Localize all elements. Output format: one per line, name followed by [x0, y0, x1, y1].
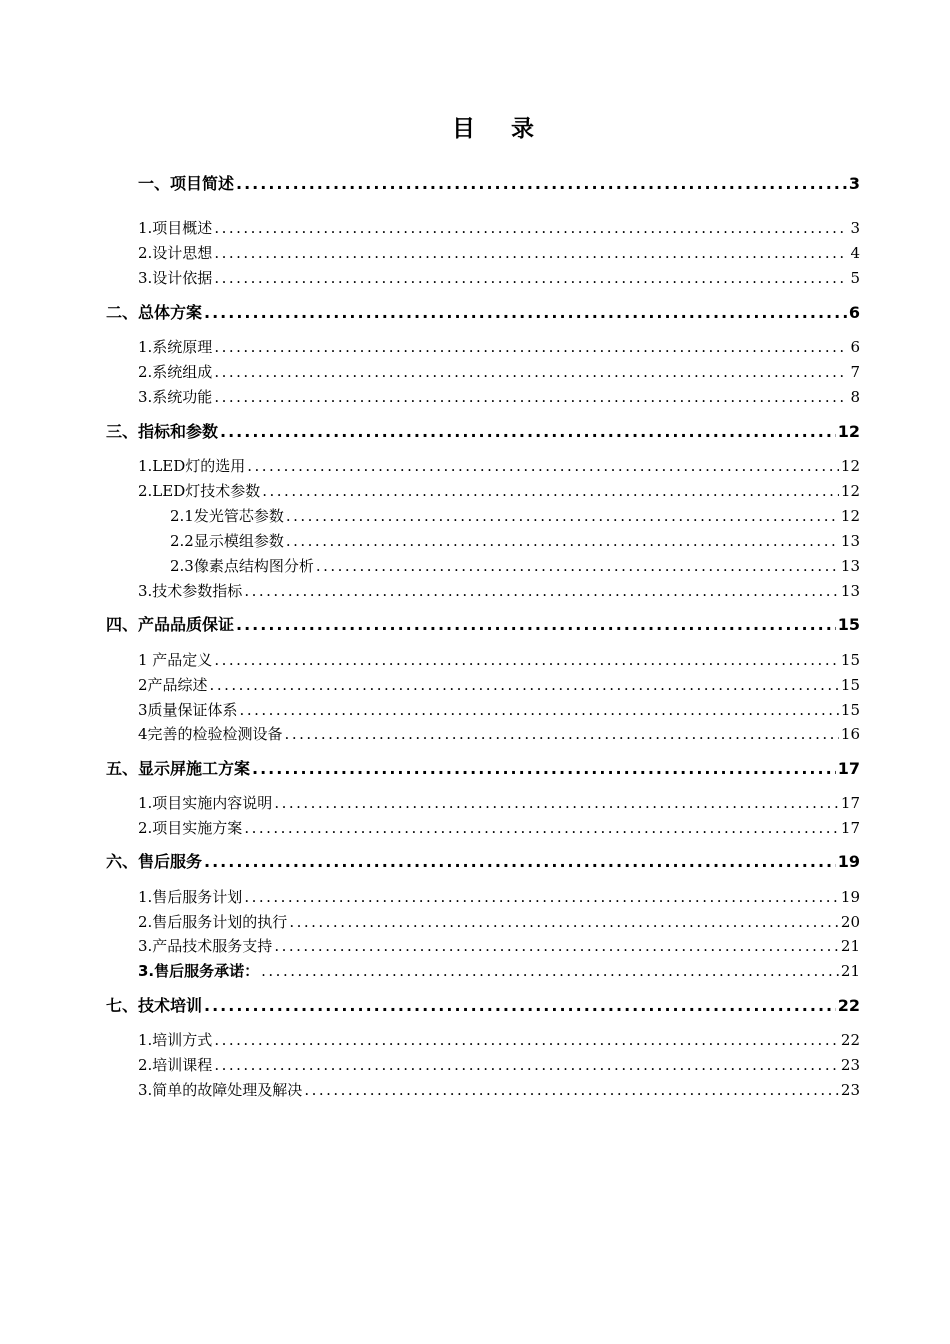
toc-entry[interactable]: [138, 817, 860, 839]
toc-page-number: 19: [840, 888, 860, 906]
toc-entry-section-1[interactable]: [138, 173, 860, 195]
toc-entry[interactable]: [138, 386, 860, 408]
toc-dot-leader: [244, 580, 839, 602]
toc-entry[interactable]: [138, 699, 860, 721]
toc-entry[interactable]: [138, 649, 860, 671]
toc-dot-leader: [236, 614, 836, 636]
toc-dot-leader: [214, 361, 848, 383]
toc-entry-label: 七、技术培训: [106, 996, 203, 1015]
toc-page-number: 13: [840, 557, 860, 575]
toc-page-number: 23: [840, 1081, 860, 1099]
toc-dot-leader: [244, 886, 839, 908]
toc-dot-leader: [214, 217, 848, 239]
toc-page-number: 20: [840, 913, 860, 931]
toc-entry[interactable]: [138, 580, 860, 602]
toc-page-number: 21: [840, 937, 860, 955]
toc-dot-leader: [214, 267, 848, 289]
toc-dot-leader: [204, 851, 836, 873]
toc-entry-label: 3质量保证体系: [138, 701, 238, 719]
toc-dot-leader: [252, 758, 836, 780]
toc-entry[interactable]: [138, 911, 860, 933]
toc-entry-label: 2.3像素点结构图分析: [170, 557, 314, 575]
toc-dot-leader: [220, 421, 836, 443]
toc-entry-label: 2.设计思想: [138, 244, 213, 262]
toc-entry-label: 1 产品定义: [138, 651, 213, 669]
toc-dot-leader: [240, 699, 839, 721]
toc-page-number: 7: [850, 363, 860, 381]
toc-page-number: 6: [850, 338, 860, 356]
toc-entry-label: 1.培训方式: [138, 1031, 213, 1049]
toc-dot-leader: [289, 911, 839, 933]
toc-dot-leader: [214, 242, 848, 264]
toc-entry[interactable]: [138, 336, 860, 358]
toc-page-number: 8: [850, 388, 860, 406]
toc-page-number: 15: [840, 676, 860, 694]
toc-entry[interactable]: [138, 674, 860, 696]
toc-page-number: 6: [848, 303, 860, 322]
toc-entry-label: 3.设计依据: [138, 269, 213, 287]
toc-dot-leader: [304, 1079, 839, 1101]
toc-entry[interactable]: [170, 555, 860, 577]
toc-page-number: 21: [840, 962, 860, 980]
toc-entry[interactable]: [138, 267, 860, 289]
toc-page-number: 13: [840, 532, 860, 550]
toc-entry[interactable]: [170, 505, 860, 527]
toc-dot-leader: [236, 173, 847, 195]
toc-page-number: 5: [850, 269, 860, 287]
toc-page-number: 3: [850, 219, 860, 237]
toc-page-number: 15: [840, 651, 860, 669]
toc-title: 目 录: [451, 116, 548, 142]
toc-entry-section-5[interactable]: [106, 758, 860, 780]
toc-entry-label: 4完善的检验检测设备: [138, 725, 283, 743]
toc-entry[interactable]: [138, 935, 860, 957]
toc-entry-label: 2.系统组成: [138, 363, 213, 381]
toc-entry[interactable]: [138, 217, 860, 239]
toc-entry-label: 2.2显示模组参数: [170, 532, 284, 550]
toc-entry-label: 1.项目实施内容说明: [138, 794, 273, 812]
toc-dot-leader: [210, 674, 839, 696]
toc-entry-section-2[interactable]: [106, 302, 860, 324]
toc-dot-leader: [316, 555, 839, 577]
toc-dot-leader: [214, 1029, 839, 1051]
toc-entry[interactable]: [138, 886, 860, 908]
toc-entry[interactable]: [138, 1029, 860, 1051]
toc-page-number: 23: [840, 1056, 860, 1074]
toc-dot-leader: [285, 723, 839, 745]
toc-entry-bold[interactable]: [138, 960, 860, 982]
toc-page-number: 17: [840, 819, 860, 837]
toc-entry[interactable]: [170, 530, 860, 552]
toc-entry-label: 四、产品品质保证: [106, 615, 235, 634]
toc-entry[interactable]: [138, 1054, 860, 1076]
toc-entry-label: 五、显示屏施工方案: [106, 759, 251, 778]
toc-entry-label: 1.售后服务计划: [138, 888, 243, 906]
toc-entry-label: 1.LED灯的选用: [138, 457, 246, 475]
toc-entry-label: 3.技术参数指标: [138, 582, 243, 600]
toc-page-number: 12: [840, 507, 860, 525]
toc-entry-section-4[interactable]: [106, 614, 860, 636]
toc-page-number: 12: [837, 422, 860, 441]
toc-page-number: 3: [848, 174, 860, 193]
toc-entry-section-7[interactable]: [106, 995, 860, 1017]
toc-page-number: 12: [840, 457, 860, 475]
toc-dot-leader: [261, 960, 839, 982]
toc-dot-leader: [244, 817, 839, 839]
toc-dot-leader: [214, 386, 848, 408]
toc-entry-section-3[interactable]: [106, 421, 860, 443]
toc-page-number: 15: [837, 615, 860, 634]
toc-entry-label: 2.项目实施方案: [138, 819, 243, 837]
toc-page-number: 22: [837, 996, 860, 1015]
toc-entry-label: 一、项目简述: [138, 174, 235, 193]
toc-entry[interactable]: [138, 361, 860, 383]
toc-entry-label: 2.LED灯技术参数: [138, 482, 261, 500]
toc-dot-leader: [214, 336, 848, 358]
toc-entry-label: 1.系统原理: [138, 338, 213, 356]
toc-page-number: 4: [850, 244, 860, 262]
toc-entry-label: 2.售后服务计划的执行: [138, 913, 288, 931]
toc-dot-leader: [204, 995, 836, 1017]
toc-dot-leader: [286, 505, 839, 527]
toc-dot-leader: [204, 302, 847, 324]
toc-page-number: 16: [840, 725, 860, 743]
toc-page-number: 15: [840, 701, 860, 719]
toc-entry-label: 3.产品技术服务支持: [138, 937, 273, 955]
toc-entry[interactable]: [138, 480, 860, 502]
toc-dot-leader: [274, 792, 839, 814]
toc-entry-label: 2.1发光管芯参数: [170, 507, 284, 525]
toc-entry-label: 六、售后服务: [106, 852, 203, 871]
toc-page-number: 19: [837, 852, 860, 871]
toc-entry-section-6[interactable]: [106, 851, 860, 873]
toc-entry-label: 1.项目概述: [138, 219, 213, 237]
toc-page-number: 17: [840, 794, 860, 812]
toc-dot-leader: [262, 480, 839, 502]
toc-entry-label: 3.售后服务承诺：: [138, 962, 260, 980]
toc-dot-leader: [247, 455, 839, 477]
toc-dot-leader: [274, 935, 839, 957]
toc-entry-label: 3.系统功能: [138, 388, 213, 406]
toc-entry-label: 二、总体方案: [106, 303, 203, 322]
toc-dot-leader: [286, 530, 839, 552]
toc-entry[interactable]: [138, 1079, 860, 1101]
toc-page-number: 13: [840, 582, 860, 600]
toc-entry[interactable]: [138, 455, 860, 477]
toc-entry-label: 2产品综述: [138, 676, 208, 694]
toc-page-number: 22: [840, 1031, 860, 1049]
toc-entry-label: 三、指标和参数: [106, 422, 219, 441]
toc-page-number: 17: [837, 759, 860, 778]
toc-dot-leader: [214, 1054, 839, 1076]
toc-entry-label: 2.培训课程: [138, 1056, 213, 1074]
toc-page-number: 12: [840, 482, 860, 500]
toc-entry[interactable]: [138, 723, 860, 745]
toc-entry-label: 3.简单的故障处理及解决: [138, 1081, 303, 1099]
toc-entry[interactable]: [138, 792, 860, 814]
toc-dot-leader: [214, 649, 839, 671]
toc-entry[interactable]: [138, 242, 860, 264]
